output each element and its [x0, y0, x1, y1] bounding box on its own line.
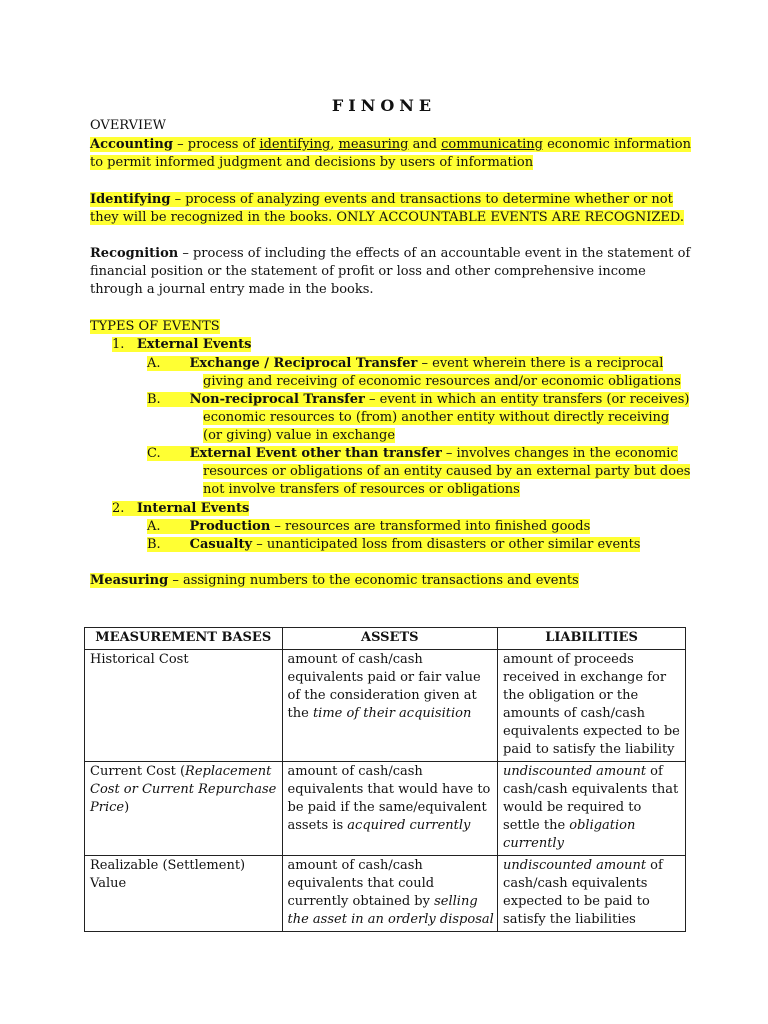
measuring-definition: Measuring – assigning numbers to the economic transactions and events	[90, 573, 579, 588]
external-item-b-line-3: (or giving) value in exchange	[203, 428, 396, 443]
column-header-measurement-bases: MEASUREMENT BASES	[85, 628, 283, 650]
internal-events-heading: 2. Internal Events	[112, 501, 250, 516]
basis-cell: Current Cost (Replacement Cost or Current Repurchase Price)	[85, 762, 283, 856]
measurement-bases-table	[84, 627, 686, 932]
accounting-term: Accounting	[90, 137, 173, 152]
table-header-row	[85, 628, 686, 650]
basis-cell: Historical Cost	[85, 650, 283, 762]
assets-cell: amount of cash/cash equivalents that could currently obtained by selling the asset in an orderly disposal	[282, 856, 498, 932]
types-of-events-heading: TYPES OF EVENTS	[90, 319, 220, 334]
recognition-definition-line-3: through a journal entry made in the books.	[90, 282, 374, 297]
internal-item-b: B. Casualty – unanticipated loss from disasters or other similar events	[147, 537, 641, 552]
external-item-b-line-1: B. Non-reciprocal Transfer – event in which an entity transfers (or receives)	[147, 392, 690, 407]
external-events-heading: 1. External Events	[112, 337, 252, 352]
identifying-term: Identifying	[90, 192, 171, 207]
recognition-definition-line-2: financial position or the statement of profit or loss and other comprehensive income	[90, 264, 646, 279]
recognition-term: Recognition	[90, 246, 179, 261]
identifying-definition-line-2: they will be recognized in the books. ONLY ACCOUNTABLE EVENTS ARE RECOGNIZED.	[90, 210, 685, 225]
table-row-realizable-value	[85, 856, 686, 932]
accounting-definition-line-1: Accounting – process of identifying, measuring and communicating economic information	[90, 137, 692, 152]
external-item-c-line-2: resources or obligations of an entity caused by an external party but does	[203, 464, 691, 479]
identifying-definition-line-1: Identifying – process of analyzing events and transactions to determine whether or not	[90, 192, 673, 207]
liabilities-cell: undiscounted amount of cash/cash equivalents expected to be paid to satisfy the liabilities	[498, 856, 686, 932]
table-row-current-cost	[85, 762, 686, 856]
external-item-b-line-2: economic resources to (from) another entity without directly receiving	[203, 410, 670, 425]
recognition-definition-line-1: Recognition – process of including the effects of an accountable event in the statement of	[90, 246, 691, 261]
assets-cell: amount of cash/cash equivalents that would have to be paid if the same/equivalent assets is acquired currently	[282, 762, 498, 856]
external-item-a-line-2: giving and receiving of economic resources and/or economic obligations	[203, 374, 681, 389]
overview-heading: OVERVIEW	[90, 118, 167, 133]
measuring-term: Measuring	[90, 573, 169, 588]
external-item-c-line-1: C. External Event other than transfer – involves changes in the economic	[147, 446, 678, 461]
accounting-definition-line-2: to permit informed judgment and decisions by users of information	[90, 155, 534, 170]
basis-cell: Realizable (Settlement) Value	[85, 856, 283, 932]
internal-item-a: A. Production – resources are transformed into finished goods	[147, 519, 591, 534]
column-header-assets: ASSETS	[282, 628, 498, 650]
document-title: FINONE	[331, 96, 437, 115]
assets-cell: amount of cash/cash equivalents paid or fair value of the consideration given at the time of their acquisition	[282, 650, 498, 762]
liabilities-cell: undiscounted amount of cash/cash equivalents that would be required to settle the obligation currently	[498, 762, 686, 856]
table-row-historical-cost	[85, 650, 686, 762]
external-item-c-line-3: not involve transfers of resources or obligations	[203, 482, 520, 497]
external-item-a-line-1: A. Exchange / Reciprocal Transfer – event wherein there is a reciprocal	[147, 356, 664, 371]
liabilities-cell: amount of proceeds received in exchange for the obligation or the amounts of cash/cash equivalents expected to be paid to satisfy the liability	[498, 650, 686, 762]
column-header-liabilities: LIABILITIES	[498, 628, 686, 650]
